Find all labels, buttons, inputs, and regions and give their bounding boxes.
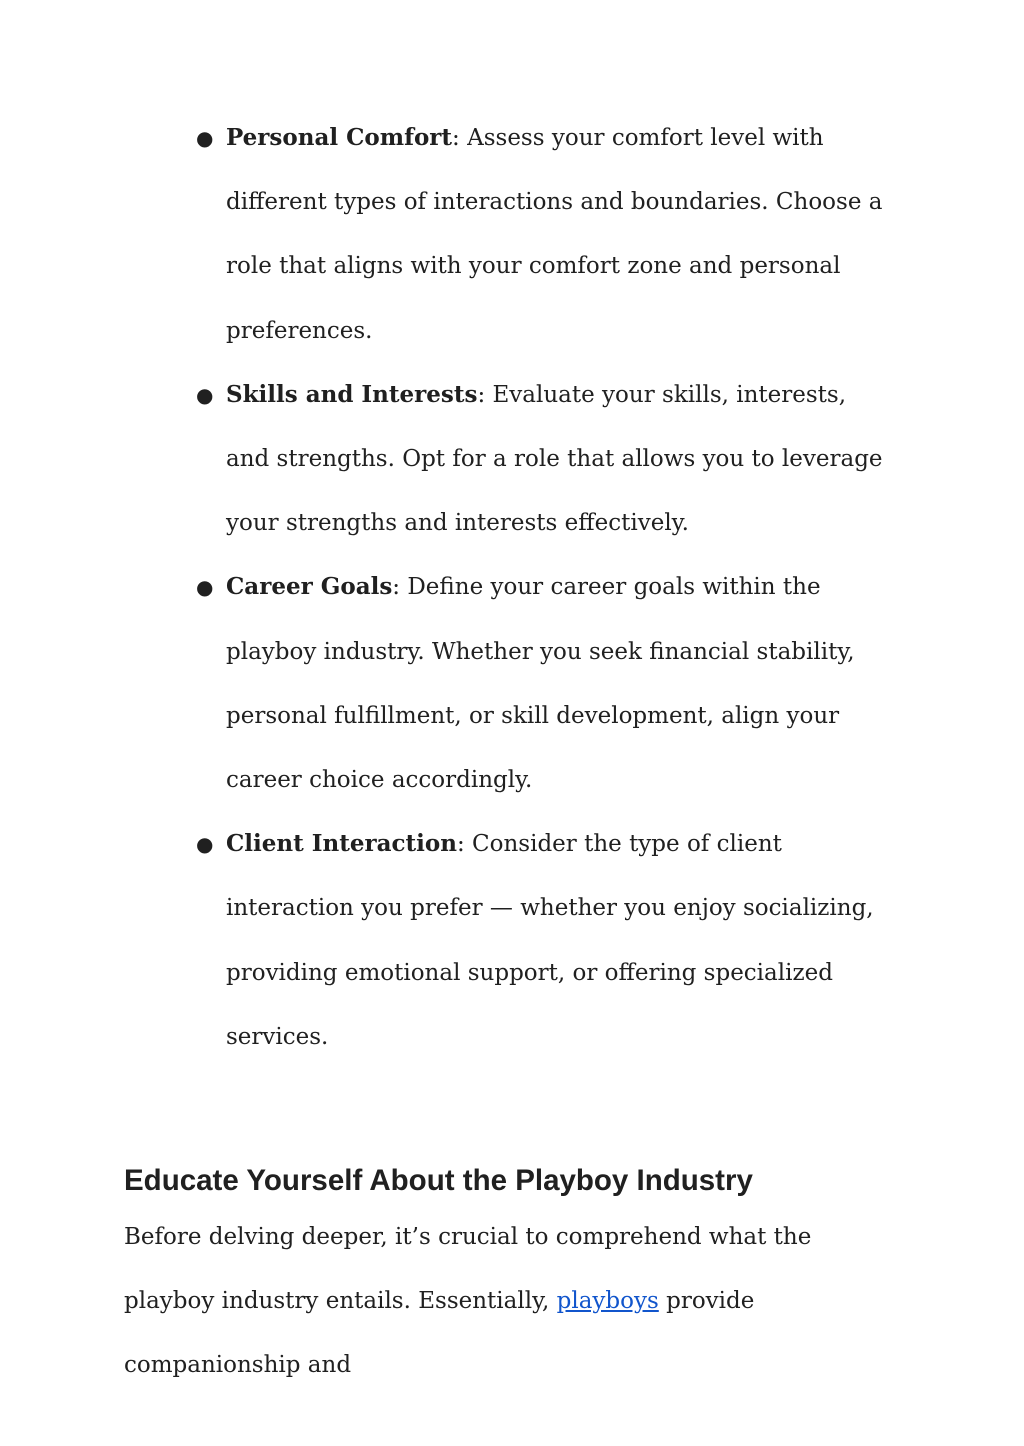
paragraph-text-before-link: Before delving deeper, it’s crucial to comprehend what the playboy industry entails. Essentially,	[124, 1224, 812, 1315]
bullet-term: Personal Comfort	[226, 124, 453, 151]
bullet-item-career-goals	[194, 555, 894, 812]
bullet-dot-icon: ●	[196, 382, 214, 407]
playboys-link[interactable]: playboys	[556, 1288, 659, 1315]
section-heading: Educate Yourself About the Playboy Industry	[124, 1164, 753, 1197]
bullet-dot-icon: ●	[196, 575, 214, 600]
bullet-term: Client Interaction	[226, 830, 457, 858]
bullet-text: Evaluate your skills, interests, and strengths. Opt for a role that allows you to leverage your strengths and interests effectively.	[226, 381, 883, 537]
bullet-dot-icon: ●	[196, 832, 214, 857]
bullet-separator: :	[392, 574, 408, 601]
bullet-text: Assess your comfort level with different types of interactions and boundaries. Choose a role that aligns with your comfort zone and personal preferences.	[226, 125, 883, 344]
bullet-term: Skills and Interests	[226, 380, 478, 408]
paragraph-text-after-link: provide companionship and	[124, 1288, 755, 1379]
bullet-text: Define your career goals within the playboy industry. Whether you seek financial stability, personal fulfillment, or skill development, align your career choice accordingly.	[226, 574, 855, 794]
bullet-item-skills-and-interests	[194, 363, 894, 556]
bullet-item-client-interaction	[194, 812, 894, 1069]
bullet-dot-icon: ●	[196, 126, 214, 150]
bullet-item-personal-comfort	[194, 106, 894, 363]
bullet-term: Career Goals	[226, 573, 393, 601]
bullet-separator: :	[452, 125, 468, 151]
bullet-text: Consider the type of client interaction you prefer — whether you enjoy socializing, providing emotional support, or offering specialized services.	[226, 831, 874, 1050]
bullet-separator: :	[456, 831, 473, 858]
bullet-list	[194, 106, 894, 1069]
section-paragraph	[124, 1205, 894, 1398]
bullet-separator: :	[477, 381, 493, 408]
